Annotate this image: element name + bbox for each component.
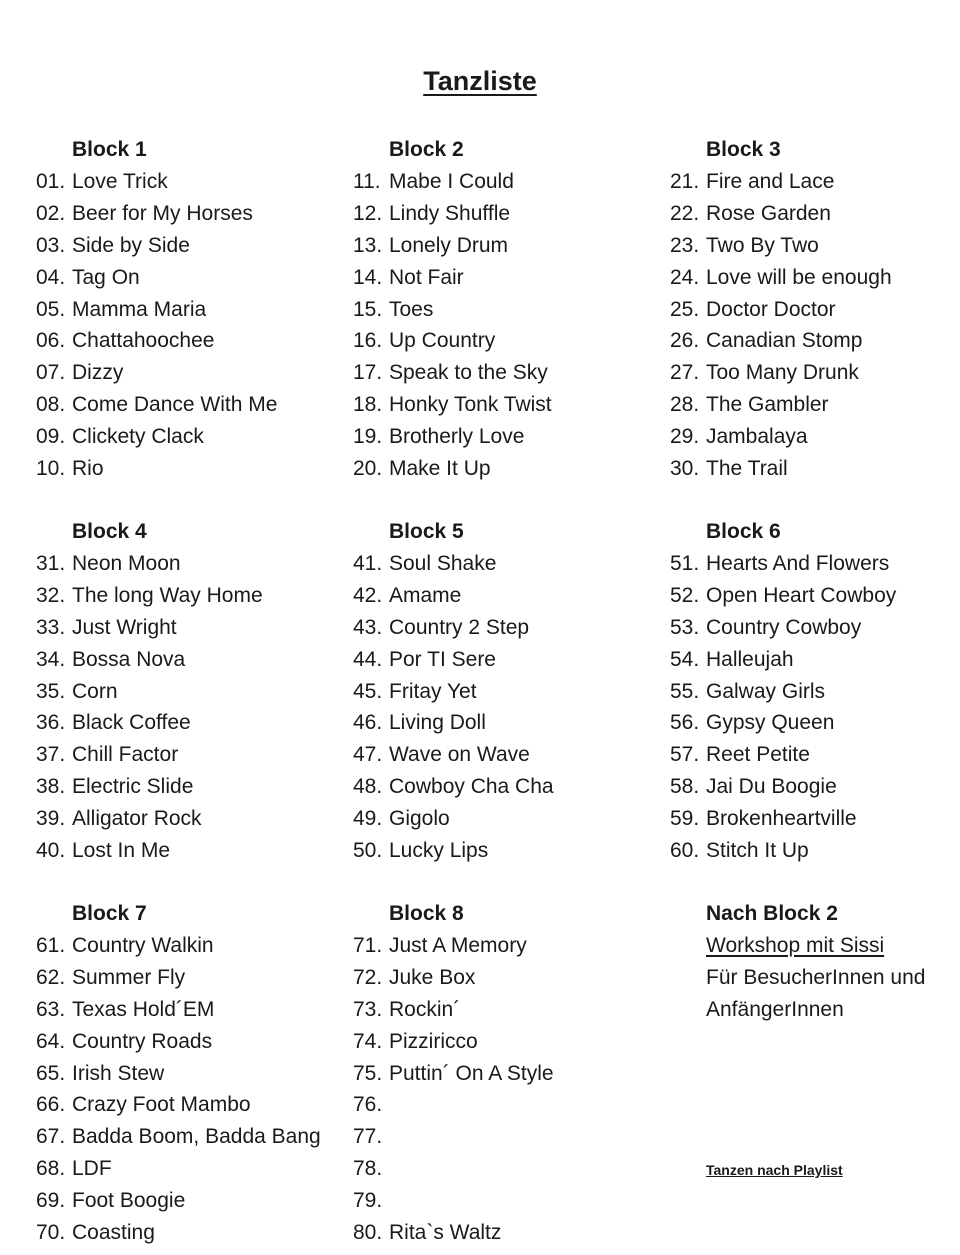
dance-item xyxy=(353,262,653,294)
dance-item xyxy=(353,230,653,262)
dance-item xyxy=(670,453,960,485)
dance-item xyxy=(36,644,336,676)
dance-name: Juke Box xyxy=(389,965,476,989)
dance-number: 70. xyxy=(36,1221,66,1245)
dance-item xyxy=(353,325,653,357)
dance-name: Black Coffee xyxy=(72,711,191,735)
dance-number: 53. xyxy=(670,615,700,639)
dance-item xyxy=(36,930,336,962)
dance-number: 03. xyxy=(36,233,66,257)
dance-name: Hearts And Flowers xyxy=(706,552,890,575)
dance-item xyxy=(36,230,336,262)
dance-number: 07. xyxy=(36,361,66,385)
dance-number: 26. xyxy=(670,329,700,353)
dance-number: 71. xyxy=(353,934,383,957)
dance-number: 77. xyxy=(353,1125,383,1149)
dance-item xyxy=(36,676,336,708)
dance-item xyxy=(36,962,336,994)
block-heading: Block 5 xyxy=(389,520,464,543)
dance-name: Mamma Maria xyxy=(72,297,207,321)
dance-name: Toes xyxy=(389,297,434,321)
dance-number: 68. xyxy=(36,1157,66,1181)
dance-name: Brokenheartville xyxy=(706,807,857,831)
dance-item xyxy=(353,1058,653,1090)
dance-name: Jai Du Boogie xyxy=(706,775,837,799)
dance-name: The Trail xyxy=(706,457,788,481)
dance-name: Chattahoochee xyxy=(72,329,215,353)
dance-item xyxy=(353,707,653,739)
dance-name: Love Trick xyxy=(72,170,168,193)
dance-name: Canadian Stomp xyxy=(706,329,863,353)
dance-name: Reet Petite xyxy=(706,743,810,767)
dance-name: Stitch It Up xyxy=(706,839,809,863)
dance-name: Rose Garden xyxy=(706,201,831,225)
dance-number: 78. xyxy=(353,1157,383,1181)
dance-number: 52. xyxy=(670,583,700,607)
dance-item xyxy=(36,580,336,612)
dance-name: Tag On xyxy=(72,265,140,289)
dance-name: Up Country xyxy=(389,329,496,353)
dance-number: 60. xyxy=(670,839,700,863)
block-6 xyxy=(670,516,960,867)
dance-name: Coasting xyxy=(72,1221,155,1245)
dance-item xyxy=(36,294,336,326)
dance-number: 04. xyxy=(36,265,66,289)
block-8 xyxy=(353,898,653,1249)
dance-name: Corn xyxy=(72,679,118,703)
dance-item xyxy=(36,1058,336,1090)
dance-name: Country Roads xyxy=(72,1029,213,1053)
dance-name: Doctor Doctor xyxy=(706,297,836,321)
dance-item xyxy=(670,771,960,803)
dance-name: Make It Up xyxy=(389,457,491,481)
block-2 xyxy=(353,134,653,485)
dance-item xyxy=(670,325,960,357)
dance-item xyxy=(36,612,336,644)
page-title: Tanzliste xyxy=(423,66,537,96)
dance-number: 14. xyxy=(353,265,383,289)
dance-item xyxy=(670,707,960,739)
dance-name: Irish Stew xyxy=(72,1061,165,1085)
audience-line-1: Für BesucherInnen und xyxy=(706,965,926,989)
dance-number: 46. xyxy=(353,711,383,735)
dance-name xyxy=(389,1121,653,1153)
dance-item xyxy=(36,389,336,421)
dance-number: 10. xyxy=(36,457,66,481)
dance-name: Beer for My Horses xyxy=(72,201,253,225)
dance-item xyxy=(670,262,960,294)
dance-number: 17. xyxy=(353,361,383,385)
dance-number: 29. xyxy=(670,425,700,449)
dance-number: 80. xyxy=(353,1221,383,1245)
dance-number: 01. xyxy=(36,170,66,193)
dance-number: 08. xyxy=(36,393,66,417)
dance-name: Electric Slide xyxy=(72,775,194,799)
dance-item xyxy=(36,548,336,580)
dance-name: Rio xyxy=(72,457,104,481)
dance-name: Galway Girls xyxy=(706,679,826,703)
dance-item xyxy=(36,1153,336,1185)
dance-name: Fritay Yet xyxy=(389,679,477,703)
dance-item xyxy=(36,1121,336,1153)
dance-number: 69. xyxy=(36,1189,66,1213)
dance-item xyxy=(670,357,960,389)
dance-number: 15. xyxy=(353,297,383,321)
dance-name: Living Doll xyxy=(389,711,486,735)
dance-item xyxy=(36,707,336,739)
dance-number: 50. xyxy=(353,839,383,863)
dance-item xyxy=(353,1217,653,1249)
dance-name: Gypsy Queen xyxy=(706,711,835,735)
dance-number: 39. xyxy=(36,807,66,831)
dance-number: 20. xyxy=(353,457,383,481)
block-heading: Block 2 xyxy=(389,138,464,161)
dance-name: Lindy Shuffle xyxy=(389,201,511,225)
audience-line-2: AnfängerInnen xyxy=(706,997,844,1021)
dance-number: 38. xyxy=(36,775,66,799)
dance-name: Country Cowboy xyxy=(706,615,862,639)
dance-number: 22. xyxy=(670,201,700,225)
dance-number: 56. xyxy=(670,711,700,735)
dance-item xyxy=(353,357,653,389)
dance-number: 59. xyxy=(670,807,700,831)
block-heading: Block 3 xyxy=(706,138,781,161)
dance-name: Too Many Drunk xyxy=(706,361,859,385)
block-heading: Block 4 xyxy=(72,520,147,543)
dance-item xyxy=(670,421,960,453)
dance-name: Chill Factor xyxy=(72,743,179,767)
block-7 xyxy=(36,898,336,1249)
block-heading: Block 6 xyxy=(706,520,781,543)
dance-number: 25. xyxy=(670,297,700,321)
block-heading: Block 8 xyxy=(389,902,464,925)
dance-number: 41. xyxy=(353,552,383,575)
dance-number: 62. xyxy=(36,965,66,989)
dance-name: Mabe I Could xyxy=(389,170,514,193)
dance-name: Side by Side xyxy=(72,233,190,257)
dance-number: 06. xyxy=(36,329,66,353)
dance-item xyxy=(353,166,653,198)
dance-number: 45. xyxy=(353,679,383,703)
note-block xyxy=(670,898,960,1026)
dance-name: Bossa Nova xyxy=(72,647,186,671)
dance-number: 58. xyxy=(670,775,700,799)
dance-name: Honky Tonk Twist xyxy=(389,393,552,417)
workshop-line: Workshop mit Sissi xyxy=(706,934,885,957)
dance-number: 40. xyxy=(36,839,66,863)
dance-name: Crazy Foot Mambo xyxy=(72,1093,251,1117)
dance-name: Puttin´ On A Style xyxy=(389,1061,554,1085)
dance-name: Badda Boom, Badda Bang xyxy=(72,1125,321,1149)
dance-number: 67. xyxy=(36,1125,66,1149)
dance-item xyxy=(353,612,653,644)
dance-number: 09. xyxy=(36,425,66,449)
dance-item xyxy=(670,612,960,644)
dance-item xyxy=(36,835,336,867)
dance-name: Halleujah xyxy=(706,647,794,671)
dance-item xyxy=(36,771,336,803)
dance-number: 61. xyxy=(36,934,66,957)
dance-number: 19. xyxy=(353,425,383,449)
dance-item xyxy=(670,230,960,262)
dance-name xyxy=(389,1089,653,1121)
dance-item xyxy=(670,294,960,326)
dance-number: 18. xyxy=(353,393,383,417)
dance-name: The Gambler xyxy=(706,393,829,417)
dance-name: Just A Memory xyxy=(389,934,527,957)
dance-item xyxy=(353,421,653,453)
dance-name: Neon Moon xyxy=(72,552,181,575)
dance-name: Jambalaya xyxy=(706,425,808,449)
block-5 xyxy=(353,516,653,867)
dance-item xyxy=(36,357,336,389)
dance-number: 76. xyxy=(353,1093,383,1117)
dance-number: 05. xyxy=(36,297,66,321)
dance-number: 31. xyxy=(36,552,66,575)
dance-item xyxy=(353,803,653,835)
block-heading: Block 1 xyxy=(72,138,147,161)
dance-item xyxy=(353,1185,653,1217)
dance-name: Love will be enough xyxy=(706,265,892,289)
dance-name: Lucky Lips xyxy=(389,839,489,863)
dance-number: 02. xyxy=(36,201,66,225)
dance-item xyxy=(353,1089,653,1121)
dance-name: Dizzy xyxy=(72,361,124,385)
dance-item xyxy=(670,389,960,421)
dance-number: 75. xyxy=(353,1061,383,1085)
dance-number: 33. xyxy=(36,615,66,639)
dance-name: Gigolo xyxy=(389,807,450,831)
dance-number: 47. xyxy=(353,743,383,767)
dance-item xyxy=(353,771,653,803)
block-heading: Block 7 xyxy=(72,902,147,925)
dance-item xyxy=(353,962,653,994)
dance-item xyxy=(353,994,653,1026)
dance-item xyxy=(36,262,336,294)
dance-name: Por TI Sere xyxy=(389,647,496,671)
block-4 xyxy=(36,516,336,867)
dance-number: 49. xyxy=(353,807,383,831)
dance-number: 34. xyxy=(36,647,66,671)
dance-item xyxy=(36,421,336,453)
dance-name: Rita`s Waltz xyxy=(389,1221,502,1245)
dance-number: 64. xyxy=(36,1029,66,1053)
dance-item xyxy=(353,580,653,612)
dance-item xyxy=(670,739,960,771)
dance-number: 65. xyxy=(36,1061,66,1085)
dance-name: Amame xyxy=(389,583,462,607)
dance-number: 21. xyxy=(670,170,700,193)
dance-number: 54. xyxy=(670,647,700,671)
dance-item xyxy=(353,1121,653,1153)
dance-number: 30. xyxy=(670,457,700,481)
dance-number: 74. xyxy=(353,1029,383,1053)
dance-item xyxy=(353,835,653,867)
dance-name: Just Wright xyxy=(72,615,177,639)
dance-item xyxy=(36,994,336,1026)
dance-number: 36. xyxy=(36,711,66,735)
dance-name: Texas Hold´EM xyxy=(72,997,215,1021)
dance-number: 79. xyxy=(353,1189,383,1213)
dance-name: Open Heart Cowboy xyxy=(706,583,897,607)
dance-name: Alligator Rock xyxy=(72,807,202,831)
dance-number: 44. xyxy=(353,647,383,671)
dance-name: Speak to the Sky xyxy=(389,361,548,385)
dance-item xyxy=(36,1026,336,1058)
dance-name: Pizziricco xyxy=(389,1029,478,1053)
dance-name: Not Fair xyxy=(389,265,464,289)
dance-number: 13. xyxy=(353,233,383,257)
dance-item xyxy=(670,580,960,612)
dance-name: Fire and Lace xyxy=(706,170,835,193)
dance-item xyxy=(353,548,653,580)
dance-name: The long Way Home xyxy=(72,583,263,607)
dance-item xyxy=(353,1153,653,1185)
dance-item xyxy=(353,739,653,771)
dance-name: Summer Fly xyxy=(72,965,186,989)
dance-number: 16. xyxy=(353,329,383,353)
dance-item xyxy=(670,198,960,230)
dance-number: 27. xyxy=(670,361,700,385)
dance-item xyxy=(670,166,960,198)
dance-name xyxy=(389,1153,653,1185)
dance-number: 72. xyxy=(353,965,383,989)
block-1 xyxy=(36,134,336,485)
dance-number: 48. xyxy=(353,775,383,799)
dance-number: 37. xyxy=(36,743,66,767)
dance-item xyxy=(670,548,960,580)
dance-number: 43. xyxy=(353,615,383,639)
dance-item xyxy=(353,644,653,676)
dance-item xyxy=(353,676,653,708)
dance-name: Foot Boogie xyxy=(72,1189,186,1213)
dance-number: 32. xyxy=(36,583,66,607)
dance-number: 35. xyxy=(36,679,66,703)
dance-number: 42. xyxy=(353,583,383,607)
dance-item xyxy=(353,1026,653,1058)
dance-number: 11. xyxy=(353,170,381,193)
dance-name: Country 2 Step xyxy=(389,615,530,639)
dance-item xyxy=(353,294,653,326)
dance-name: LDF xyxy=(72,1157,112,1181)
block-3 xyxy=(670,134,960,485)
dance-number: 63. xyxy=(36,997,66,1021)
dance-name: Two By Two xyxy=(706,233,819,257)
dance-item xyxy=(353,453,653,485)
dance-number: 24. xyxy=(670,265,700,289)
dance-item xyxy=(670,644,960,676)
dance-item xyxy=(670,803,960,835)
dance-name: Brotherly Love xyxy=(389,425,525,449)
dance-number: 55. xyxy=(670,679,700,703)
dance-item xyxy=(353,198,653,230)
dance-number: 73. xyxy=(353,997,383,1021)
dance-name xyxy=(389,1185,653,1217)
dance-number: 57. xyxy=(670,743,700,767)
note-heading: Nach Block 2 xyxy=(706,902,838,925)
dance-name: Wave on Wave xyxy=(389,743,530,767)
dance-item xyxy=(36,1185,336,1217)
dance-number: 23. xyxy=(670,233,700,257)
dance-name: Soul Shake xyxy=(389,552,497,575)
dance-name: Rockin´ xyxy=(389,997,461,1021)
dance-number: 28. xyxy=(670,393,700,417)
dance-item xyxy=(36,803,336,835)
dance-item xyxy=(36,1089,336,1121)
dance-name: Cowboy Cha Cha xyxy=(389,775,554,799)
dance-item xyxy=(36,198,336,230)
dance-name: Lost In Me xyxy=(72,839,171,863)
dance-item xyxy=(36,166,336,198)
dance-item xyxy=(353,389,653,421)
dance-item xyxy=(36,1217,336,1249)
dance-number: 12. xyxy=(353,201,383,225)
dance-item xyxy=(353,930,653,962)
dance-item xyxy=(36,453,336,485)
playlist-note: Tanzen nach Playlist xyxy=(706,1162,843,1178)
dance-name: Lonely Drum xyxy=(389,233,509,257)
dance-name: Come Dance With Me xyxy=(72,393,278,417)
dance-name: Clickety Clack xyxy=(72,425,204,449)
dance-item xyxy=(670,835,960,867)
dance-name: Country Walkin xyxy=(72,934,214,957)
dance-item xyxy=(36,325,336,357)
dance-item xyxy=(670,676,960,708)
dance-number: 66. xyxy=(36,1093,66,1117)
dance-item xyxy=(36,739,336,771)
dance-number: 51. xyxy=(670,552,700,575)
